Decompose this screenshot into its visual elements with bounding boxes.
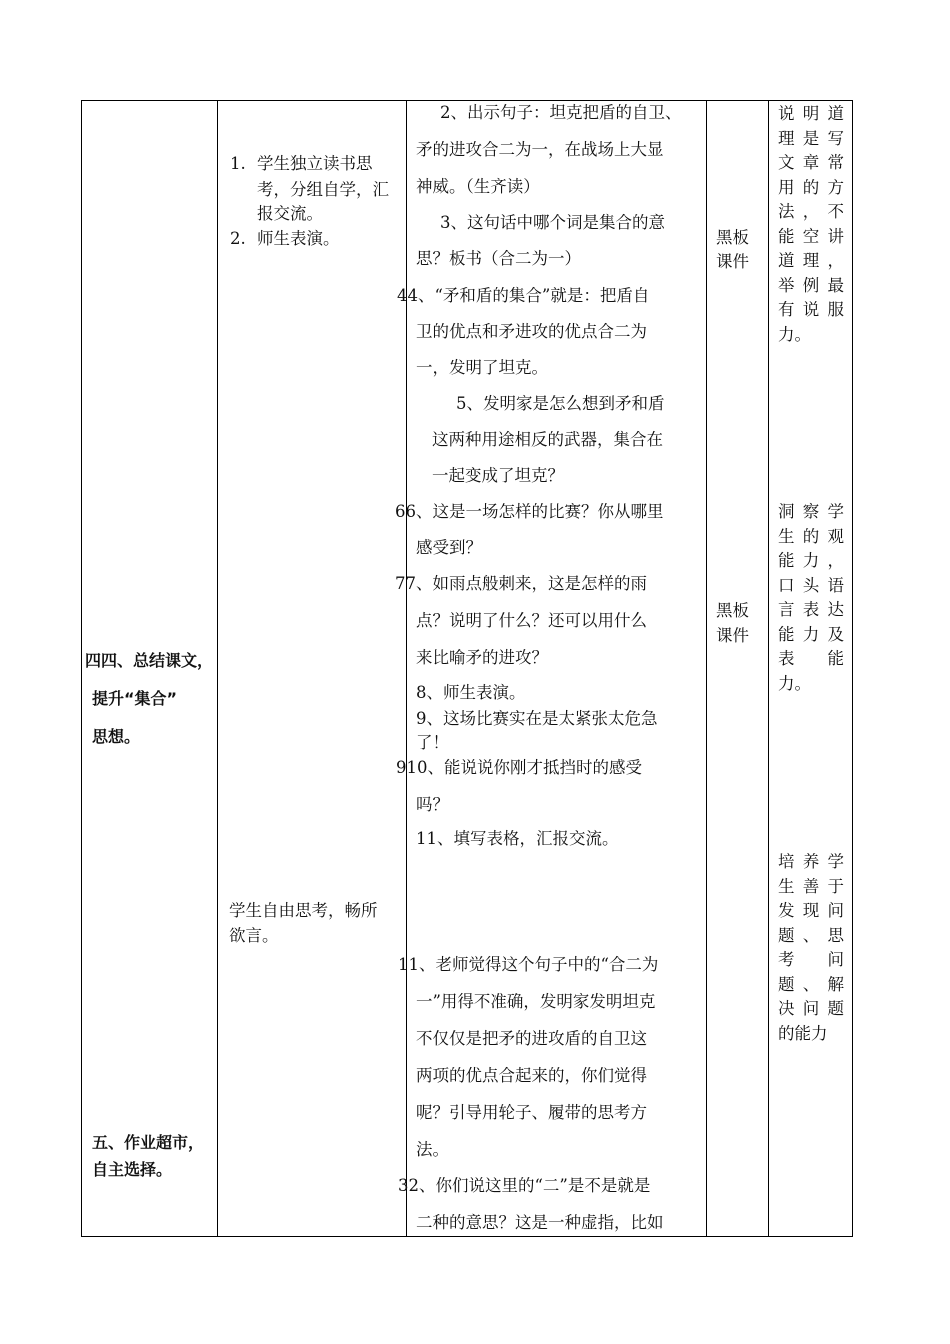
- teacher-line: 77、如雨点般刺来，这是怎样的雨: [395, 574, 647, 593]
- teacher-line: 矛的进攻合二为一，在战场上大显: [416, 140, 664, 159]
- note-line: 洞察学: [778, 502, 844, 521]
- teacher-line: 点？说明了什么？还可以用什么: [416, 611, 647, 630]
- note-line: 的能力: [778, 1023, 828, 1043]
- section5-heading-line1: 五、作业超市，: [92, 1133, 205, 1152]
- teacher-line: 5、发明家是怎么想到矛和盾: [456, 394, 665, 413]
- teacher-line: 11、老师觉得这个句子中的“合二为: [398, 955, 659, 974]
- teacher-line: 二种的意思？这是一种虚指，比如: [416, 1213, 664, 1232]
- note-line: 举例最: [778, 275, 844, 295]
- note-line: 用的方: [778, 177, 844, 197]
- note-line: 发现问: [778, 901, 844, 920]
- teacher-line: 2、出示句子：坦克把盾的自卫、: [440, 103, 682, 122]
- column-divider: [406, 100, 407, 1237]
- design-note-1: [778, 102, 844, 347]
- design-note-2: [778, 500, 844, 696]
- teacher-line: 44、“矛和盾的集合”就是：把盾自: [397, 286, 650, 305]
- column-divider: [217, 100, 218, 1237]
- list-item-line: 师生表演。: [257, 229, 340, 248]
- teacher-line: 呢？引导用轮子、履带的思考方: [416, 1103, 647, 1122]
- teacher-line: 来比喻矛的进攻？: [416, 648, 548, 667]
- media-label: 课件: [716, 626, 749, 645]
- teacher-line: 感受到？: [416, 538, 482, 557]
- list-number: 1.: [230, 154, 246, 173]
- note-line: 题、思: [778, 925, 844, 945]
- teacher-line: 法。: [416, 1140, 449, 1159]
- note-line: 法，不: [778, 202, 844, 221]
- student-free-think-line: 欲言。: [229, 926, 279, 945]
- teacher-line: 不仅仅是把矛的进攻盾的自卫这: [416, 1029, 647, 1048]
- teacher-line: 3、这句话中哪个词是集合的意: [440, 213, 665, 232]
- note-line: 力。: [778, 673, 811, 693]
- teacher-line: 8、师生表演。: [416, 683, 526, 702]
- teacher-line: 神威。（生齐读）: [416, 177, 540, 196]
- teacher-line: 一”用得不准确，发明家发明坦克: [416, 992, 656, 1011]
- note-line: 力。: [778, 324, 811, 344]
- note-line: 培养学: [778, 852, 844, 871]
- column-divider: [768, 100, 769, 1237]
- list-number: 2.: [230, 229, 246, 248]
- section5-heading-line2: 自主选择。: [92, 1160, 173, 1179]
- teacher-line: 这两种用途相反的武器，集合在: [432, 430, 663, 449]
- student-free-think-line: 学生自由思考，畅所: [229, 901, 378, 920]
- note-line: 能力及: [778, 624, 844, 644]
- teacher-line: 吗？: [416, 795, 449, 814]
- note-line: 道理，: [778, 251, 844, 270]
- note-line: 生善于: [778, 876, 844, 896]
- list-item-line: 学生独立读书思: [257, 154, 373, 173]
- column-divider: [706, 100, 707, 1237]
- teacher-line: 11、填写表格，汇报交流。: [416, 829, 619, 848]
- teacher-line: 思？板书（合二为一）: [416, 249, 581, 268]
- note-line: 言表达: [778, 600, 844, 619]
- teacher-line: 910、能说说你刚才抵挡时的感受: [396, 758, 642, 777]
- teacher-line: 66、这是一场怎样的比赛？你从哪里: [395, 502, 664, 521]
- list-item-line: 考，分组自学，汇: [257, 180, 389, 199]
- teacher-line: 一起变成了坦克？: [432, 466, 564, 485]
- teacher-line: 32、你们说这里的“二”是不是就是: [398, 1176, 651, 1195]
- note-line: 决问题: [778, 999, 844, 1018]
- teacher-line: 一，发明了坦克。: [416, 358, 548, 377]
- teacher-line: 卫的优点和矛进攻的优点合二为: [416, 322, 647, 341]
- note-line: 题、解: [778, 974, 844, 994]
- note-line: 理是写: [778, 128, 844, 148]
- note-line: 考 问: [778, 950, 844, 969]
- note-line: 文章常: [778, 153, 844, 172]
- note-line: 生的观: [778, 526, 844, 546]
- media-label: 课件: [716, 252, 749, 271]
- teacher-line: 9、这场比赛实在是太紧张太危急: [416, 709, 658, 728]
- note-line: 表 能: [778, 649, 844, 668]
- list-item-line: 报交流。: [257, 204, 323, 223]
- note-line: 说明道: [778, 104, 844, 123]
- section4-heading-line1: 四四、总结课文，: [85, 651, 214, 670]
- teacher-line: 了！: [416, 733, 449, 752]
- section4-heading-line3: 思想。: [92, 727, 141, 746]
- design-note-3: [778, 850, 844, 1046]
- note-line: 能力，: [778, 551, 844, 570]
- note-line: 有说服: [778, 300, 844, 319]
- teacher-line: 两项的优点合起来的，你们觉得: [416, 1066, 647, 1085]
- note-line: 口头语: [778, 575, 844, 595]
- media-label: 黑板: [716, 601, 749, 620]
- note-line: 能空讲: [778, 226, 844, 246]
- media-label: 黑板: [716, 228, 749, 247]
- section4-heading-line2: 提升“集合”: [92, 689, 178, 708]
